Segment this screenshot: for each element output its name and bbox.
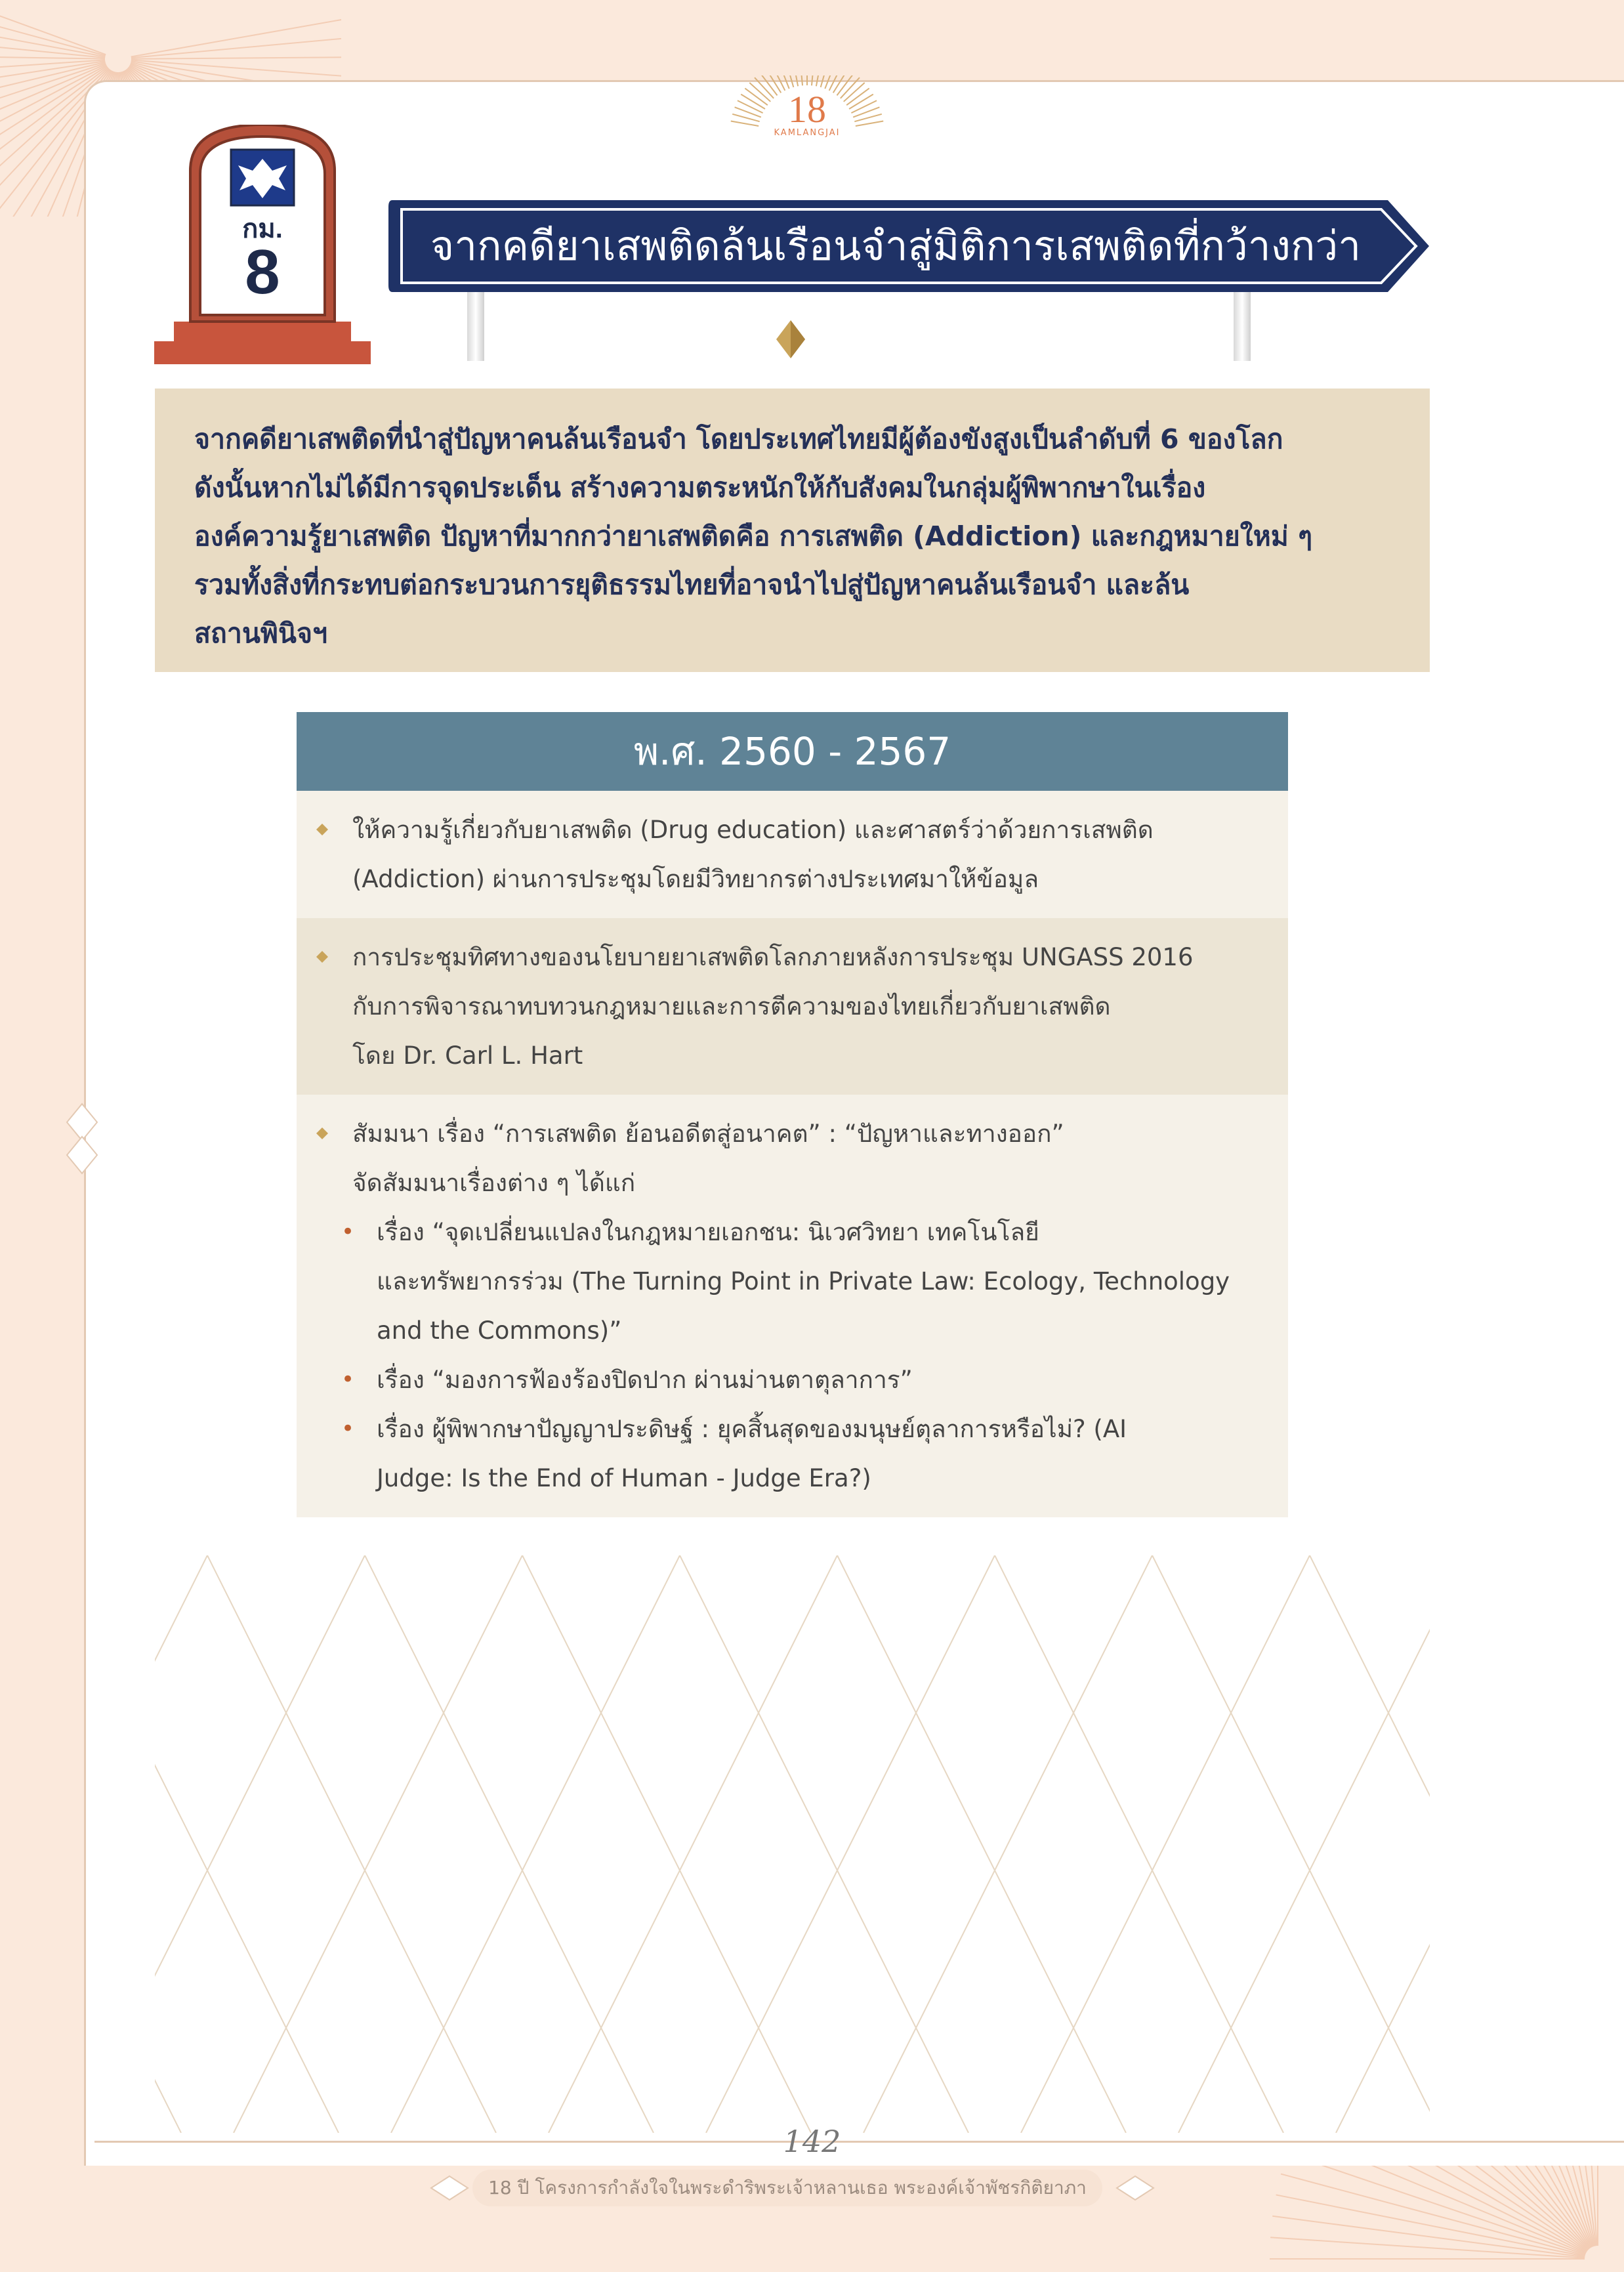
timeline-item-text: (Addiction) ผ่านการประชุมโดยมีวิทยากรต่างประเทศมาให้ข้อมูล [352,865,1039,893]
timeline-item-text: จัดสัมมนาเรื่องต่าง ๆ ได้แก่ [352,1169,636,1197]
timeline-item-text: โดย Dr. Carl L. Hart [352,1041,583,1070]
side-diamond-ornament [66,1103,98,1175]
timeline-item [297,1095,1288,1517]
footer-caption: 18 ปี โครงการกำลังใจในพระดำริพระเจ้าหลานเธอ พระองค์เจ้าพัชรกิติยาภา [472,2170,1102,2206]
timeline-item [297,918,1288,1095]
timeline-item-text: สัมมนา เรื่อง “การเสพติด ย้อนอดีตสู่อนาคต” : “ปัญหาและทางออก” [352,1120,1064,1148]
lattice-pattern [155,1555,1430,2133]
milestone-abbreviation: กม. [242,215,283,243]
diamond-bullet-icon [316,824,328,835]
milestone-number: 8 [245,237,280,307]
sub-item-text: เรื่อง “มองการฟ้องร้องปิดปาก ผ่านม่านตาตุลาการ” [377,1366,913,1394]
sub-bullet: • [341,1219,355,1245]
sign-post-left [467,289,484,361]
page-number: 142 [783,2124,841,2159]
timeline-item [297,791,1288,918]
logo-text: KAMLANGJAI [774,128,841,138]
sub-item-text: และทรัพยากรร่วม (The Turning Point in Private Law: Ecology, Technology [377,1267,1230,1295]
footer-diamond-ornament [1115,2175,1155,2201]
milestone-marker [154,125,371,364]
page-title: จากคดียาเสพติดล้นเรือนจำสู่มิติการเสพติดที่กว้างกว่า [430,222,1362,270]
timeline-item-text: กับการพิจารณาทบทวนกฎหมายและการตีความของไทยเกี่ยวกับยาเสพติด [352,992,1111,1020]
kamlangjai-logo [689,75,925,174]
sub-bullet: • [341,1366,355,1393]
sub-item-text: เรื่อง ผู้พิพากษาปัญญาประดิษฐ์ : ยุคสิ้นสุดของมนุษย์ตุลาการหรือไม่? (AI [377,1415,1127,1443]
timeline-header: พ.ศ. 2560 - 2567 [297,712,1288,791]
intro-line: รวมทั้งสิ่งที่กระทบต่อกระบวนการยุติธรรมไทยที่อาจนำไปสู่ปัญหาคนล้นเรือนจำ และล้น [194,569,1190,600]
timeline-item-text: การประชุมทิศทางของนโยบายยาเสพติดโลกภายหลังการประชุม UNGASS 2016 [352,943,1194,971]
timeline-item-text: ให้ความรู้เกี่ยวกับยาเสพติด (Drug education) และศาสตร์ว่าด้วยการเสพติด [352,816,1154,844]
intro-line: จากคดียาเสพติดที่นำสู่ปัญหาคนล้นเรือนจำ โดยประเทศไทยมีผู้ต้องขังสูงเป็นลำดับที่ 6 ของโลก [194,423,1283,455]
intro-line: องค์ความรู้ยาเสพติด ปัญหาที่มากกว่ายาเสพติดคือ การเสพติด (Addiction) และกฎหมายใหม่ ๆ [194,520,1313,552]
sub-item-text: and the Commons)” [377,1316,622,1345]
diamond-bullet-icon [316,951,328,963]
intro-paragraph-box [155,389,1430,672]
sub-item-text: เรื่อง “จุดเปลี่ยนแปลงในกฎหมายเอกชน: นิเวศวิทยา เทคโนโลยี [377,1218,1039,1246]
intro-line: ดังนั้นหากไม่ได้มีการจุดประเด็น สร้างความตระหนักให้กับสังคมในกลุ่มผู้พิพากษาในเรื่อง [194,472,1206,503]
sub-item-text: Judge: Is the End of Human - Judge Era?) [377,1464,871,1492]
sign-post-right [1234,289,1251,361]
intro-line: สถานพินิจฯ [194,618,327,649]
logo-number: 18 [788,88,826,131]
footer-diamond-ornament [430,2175,469,2201]
sub-bullet: • [341,1416,355,1442]
diamond-bullet-icon [316,1127,328,1139]
gold-diamond-ornament [776,320,805,358]
timeline-card [297,712,1288,1517]
